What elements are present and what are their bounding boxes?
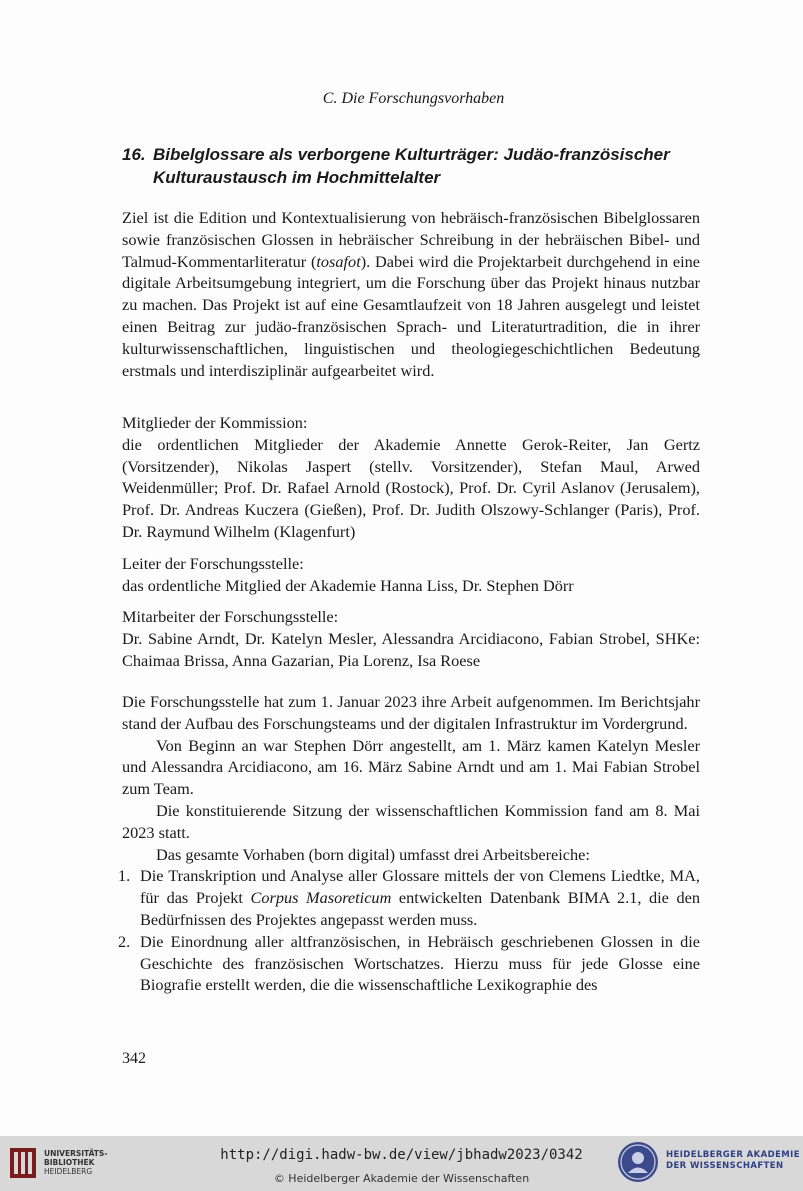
list-item-number: 2. xyxy=(118,931,131,951)
members-label: Mitglieder der Kommission: xyxy=(122,413,308,432)
intro-italic-term: tosafot xyxy=(316,251,361,271)
report-paragraph-4: Das gesamte Vorhaben (born digital) umfasst drei Arbeitsbereiche: xyxy=(156,844,590,864)
report-paragraph-1: Die Forschungsstelle hat zum 1. Januar 2023 ihre Arbeit aufgenommen. Im Berichtsjahr stand der Aufbau des Forschungsteams und der digitalen Infrastruktur im Vordergrund. xyxy=(122,692,700,733)
academy-name-line2: DER WISSENSCHAFTEN xyxy=(666,1161,784,1171)
leader-text: das ordentliche Mitglied der Akademie Hanna Liss, Dr. Stephen Dörr xyxy=(122,575,574,595)
section-title xyxy=(122,143,722,189)
running-head: C. Die Forschungsvorhaben xyxy=(322,90,505,107)
viewer-footer xyxy=(0,1136,803,1191)
report-paragraph-3: Die konstituierende Sitzung der wissenschaftlichen Kommission fand am 8. Mai 2023 statt. xyxy=(122,800,700,842)
library-name-line2: BIBLIOTHEK xyxy=(44,1158,95,1167)
academy-name-line1: HEIDELBERGER AKADEMIE xyxy=(666,1150,800,1160)
report-paragraph-2: Von Beginn an war Stephen Dörr angestellt, am 1. März kamen Katelyn Mesler und Alessandra Arcidiacono, am 16. März Sabine Arndt und am 1. Mai Fabian Strobel zum Team. xyxy=(122,735,700,799)
intro-text-b: ). Dabei wird die Projektarbeit durchgehend in eine digitale Arbeitsumgebung integriert, um die Forschung über das Projekt hinaus nutzbar zu machen. Das Projekt ist auf eine Gesamtlaufzeit von 18 Jahren ausgelegt und leistet einen Beitrag zur judäo-französischen Sprach- und Literaturtradition, die in ihrer kulturwissenschaftlichen, linguistischen und theologiegeschichtlichen Bedeutung erstmals und interdisziplinär aufgearbeitet wird. xyxy=(122,251,700,380)
staff-label: Mitarbeiter der Forschungsstelle: xyxy=(122,607,339,626)
permalink-url[interactable]: http://digi.hadw-bw.de/view/jbhadw2023/0342 xyxy=(220,1147,583,1163)
copyright-notice: © Heidelberger Akademie der Wissenschaften xyxy=(273,1172,530,1185)
intro-text-a: Ziel ist die Edition und Kontextualisierung von hebräisch-französischen Bibelglossaren sowie französischen Glossen in hebräischer Schreibung in der hebräischen Bibel- und Talmud-Kommentarliteratur ( xyxy=(122,208,700,271)
library-name-line1: UNIVERSITÄTS- xyxy=(44,1149,108,1158)
staff-text: Dr. Sabine Arndt, Dr. Katelyn Mesler, Alessandra Arcidiacono, Fabian Strobel, SHKe: Chaimaa Brissa, Anna Gazarian, Pia Lorenz, Isa Roese xyxy=(122,628,700,670)
page-number: 342 xyxy=(122,1050,146,1067)
library-name-line3: HEIDELBERG xyxy=(44,1167,93,1176)
staff-block xyxy=(122,606,700,671)
section-title-text: Bibelglossare als verborgene Kulturträger: Judäo-französischer Kulturaustausch im Hochmittelalter xyxy=(153,145,670,187)
list-item: 2. Die Einordnung aller altfranzösischen, in Hebräisch geschriebenen Glossen in die Geschichte des französischen Wortschatzes. Hierzu muss für jede Glosse eine Biografie erstellt werden, die die wissenschaftliche Lexikographie des xyxy=(118,931,700,995)
leader-label: Leiter der Forschungsstelle: xyxy=(122,554,304,573)
project-name-italic: Corpus Masoreticum xyxy=(250,888,392,908)
list-item-number: 1. xyxy=(118,866,131,886)
report-block xyxy=(118,691,700,996)
academy-seal-icon xyxy=(618,1142,658,1182)
members-block xyxy=(122,412,700,543)
section-number: 16. xyxy=(122,145,146,164)
list-item: 1. Die Transkription und Analyse aller Glossare mittels der von Clemens Liedtke, MA, für das Projekt Corpus Masoreticum entwickelten Datenbank BIMA 2.1, die den Bedürfnissen des Projektes angepasst werden muss. xyxy=(118,866,700,929)
work-areas-list xyxy=(118,865,700,996)
intro-paragraph xyxy=(122,207,700,381)
academy-logo[interactable] xyxy=(618,1140,803,1186)
members-text: die ordentlichen Mitglieder der Akademie Annette Gerok-Reiter, Jan Gertz (Vorsitzender), Nikolas Jaspert (stellv. Vorsitzender), Stefan Maul, Arwed Weidenmüller; Prof. Dr. Rafael Arnold (Rostock), Prof. Dr. Cyril Aslanov (Jerusalem), Prof. Dr. Andreas Kuczera (Gießen), Prof. Dr. Judith Olszowy-Schlanger (Paris), Prof. Dr. Raymund Wilhelm (Klagenfurt) xyxy=(122,434,700,541)
leader-block xyxy=(122,553,700,597)
